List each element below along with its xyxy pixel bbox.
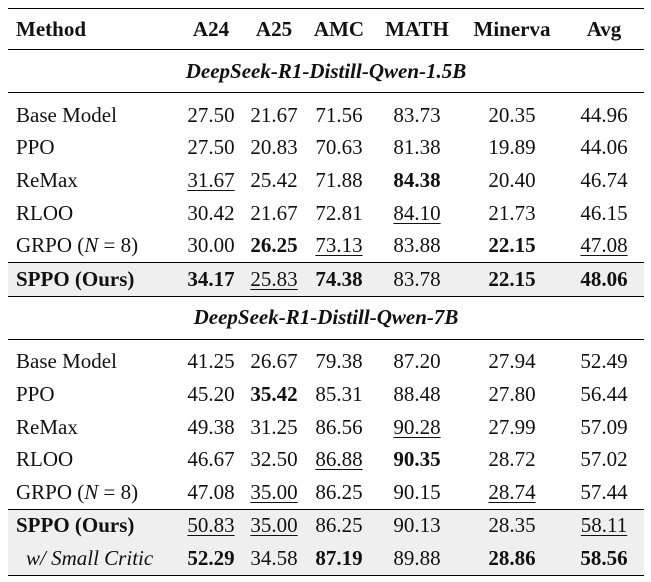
value-cell: 45.20 [187,381,235,406]
header-method: Method [8,9,178,50]
table-row [8,339,644,378]
method-cell: GRPO (N = 8) [16,233,139,258]
value-cell-wrap [564,443,644,476]
value-cell-wrap [460,378,564,411]
table-row [8,443,644,476]
value-cell: 71.56 [315,102,363,127]
value-cell: 56.44 [580,381,628,406]
value-cell-wrap [304,378,374,411]
value-cell: 88.48 [393,381,441,406]
value-cell: 83.78 [393,266,441,291]
header-col: MATH [374,9,460,50]
value-cell-wrap [244,132,304,165]
value-cell-wrap [244,542,304,575]
value-cell-wrap [178,132,244,165]
method-cell: Base Model [16,102,117,127]
value-cell-wrap [178,93,244,132]
method-cell: PPO [16,135,55,160]
value-cell: 35.42 [250,381,298,406]
value-cell: 71.88 [315,167,363,192]
value-cell: 84.10 [393,200,441,225]
value-cell: 87.20 [393,349,441,374]
value-cell-wrap [178,378,244,411]
value-cell-wrap [304,443,374,476]
value-cell: 58.11 [580,513,628,538]
value-cell: 21.67 [250,200,298,225]
method-cell: ReMax [16,167,78,192]
value-cell-wrap [244,229,304,262]
value-cell: 34.17 [187,266,235,291]
value-cell: 57.44 [580,479,628,504]
value-cell-wrap [374,164,460,197]
value-cell-wrap [244,262,304,296]
value-cell: 26.25 [250,233,298,258]
table-row [8,509,644,542]
value-cell-wrap [460,164,564,197]
value-cell: 21.73 [488,200,536,225]
value-cell: 57.09 [580,414,628,439]
value-cell-wrap [564,229,644,262]
value-cell-wrap [564,262,644,296]
header-col: AMC [304,9,374,50]
value-cell: 46.67 [187,447,235,472]
table-row [8,262,644,296]
value-cell: 41.25 [187,349,235,374]
value-cell-wrap [460,93,564,132]
value-cell: 58.56 [580,545,628,570]
value-cell: 27.94 [488,349,536,374]
value-cell: 86.56 [315,414,363,439]
value-cell: 32.50 [250,447,298,472]
header-col: Minerva [460,9,564,50]
value-cell-wrap [374,443,460,476]
value-cell-wrap [304,132,374,165]
value-cell: 90.35 [393,447,441,472]
value-cell: 86.25 [315,479,363,504]
value-cell: 30.00 [187,233,235,258]
value-cell: 35.00 [250,479,298,504]
method-cell: w/ Small Critic [8,542,178,575]
value-cell-wrap [374,132,460,165]
value-cell-wrap [304,93,374,132]
value-cell-wrap [304,411,374,444]
value-cell-wrap [564,93,644,132]
value-cell-wrap [304,164,374,197]
value-cell-wrap [460,509,564,542]
value-cell-wrap [374,262,460,296]
value-cell: 52.29 [187,545,235,570]
value-cell: 28.35 [488,513,536,538]
value-cell: 20.83 [250,135,298,160]
value-cell-wrap [178,197,244,230]
value-cell-wrap [374,378,460,411]
value-cell-wrap [178,339,244,378]
value-cell: 90.28 [393,414,441,439]
value-cell-wrap [244,93,304,132]
value-cell: 46.15 [580,200,628,225]
value-cell: 22.15 [488,266,536,291]
method-cell: PPO [16,381,55,406]
value-cell-wrap [178,229,244,262]
method-cell: RLOO [16,447,74,472]
value-cell-wrap [460,542,564,575]
value-cell-wrap [304,509,374,542]
value-cell: 84.38 [393,167,441,192]
value-cell: 31.67 [187,167,235,192]
value-cell: 34.58 [250,545,298,570]
value-cell-wrap [244,411,304,444]
value-cell: 73.13 [315,233,363,258]
value-cell-wrap [460,339,564,378]
value-cell-wrap [304,339,374,378]
value-cell-wrap [460,262,564,296]
header-col: Avg [564,9,644,50]
value-cell-wrap [374,411,460,444]
value-cell: 27.50 [187,135,235,160]
table-row [8,93,644,132]
value-cell-wrap [304,476,374,509]
value-cell: 27.50 [187,102,235,127]
value-cell: 20.35 [488,102,536,127]
value-cell-wrap [304,262,374,296]
value-cell: 48.06 [580,266,628,291]
value-cell: 86.25 [315,513,363,538]
value-cell-wrap [564,164,644,197]
method-cell: Base Model [16,349,117,374]
value-cell: 44.06 [580,135,628,160]
value-cell-wrap [244,509,304,542]
value-cell: 57.02 [580,447,628,472]
value-cell: 90.13 [393,513,441,538]
group-title-row [8,50,644,93]
value-cell-wrap [374,229,460,262]
value-cell-wrap [178,164,244,197]
value-cell-wrap [244,378,304,411]
method-cell: SPPO (Ours) [8,509,178,542]
value-cell-wrap [178,411,244,444]
value-cell: 28.86 [488,545,536,570]
value-cell-wrap [564,476,644,509]
value-cell: 70.63 [315,135,363,160]
value-cell: 83.73 [393,102,441,127]
value-cell-wrap [244,476,304,509]
method-cell: SPPO (Ours) [8,262,178,296]
value-cell: 47.08 [580,233,628,258]
value-cell: 25.83 [250,266,298,291]
value-cell: 81.38 [393,135,441,160]
value-cell: 72.81 [315,200,363,225]
method-cell: GRPO (N = 8) [16,479,139,504]
value-cell: 79.38 [315,349,363,374]
header-row [8,9,644,50]
value-cell: 74.38 [315,266,363,291]
value-cell: 28.74 [488,479,536,504]
value-cell-wrap [244,339,304,378]
value-cell: 27.99 [488,414,536,439]
value-cell: 22.15 [488,233,536,258]
value-cell-wrap [304,229,374,262]
group-title: DeepSeek-R1-Distill-Qwen-7B [8,296,644,339]
header-col: A24 [178,9,244,50]
value-cell: 47.08 [187,479,235,504]
value-cell: 28.72 [488,447,536,472]
value-cell: 20.40 [488,167,536,192]
value-cell: 31.25 [250,414,298,439]
value-cell-wrap [564,339,644,378]
value-cell-wrap [374,197,460,230]
value-cell: 50.83 [187,513,235,538]
method-cell: ReMax [16,414,78,439]
value-cell-wrap [564,378,644,411]
table-row [8,229,644,262]
value-cell-wrap [178,476,244,509]
value-cell-wrap [244,197,304,230]
value-cell: 46.74 [580,167,628,192]
value-cell: 52.49 [580,349,628,374]
value-cell-wrap [304,197,374,230]
results-table [8,8,644,576]
value-cell: 83.88 [393,233,441,258]
value-cell-wrap [460,411,564,444]
value-cell-wrap [564,411,644,444]
value-cell: 35.00 [250,513,298,538]
value-cell: 87.19 [315,545,363,570]
value-cell-wrap [564,197,644,230]
value-cell-wrap [178,542,244,575]
value-cell-wrap [460,229,564,262]
value-cell: 89.88 [393,545,441,570]
value-cell: 25.42 [250,167,298,192]
value-cell-wrap [460,197,564,230]
value-cell-wrap [178,509,244,542]
value-cell: 44.96 [580,102,628,127]
value-cell: 86.88 [315,447,363,472]
table-row [8,132,644,165]
value-cell: 30.42 [187,200,235,225]
group-title: DeepSeek-R1-Distill-Qwen-1.5B [8,50,644,93]
value-cell-wrap [178,262,244,296]
value-cell: 49.38 [187,414,235,439]
value-cell: 27.80 [488,381,536,406]
header-col: A25 [244,9,304,50]
value-cell-wrap [374,93,460,132]
value-cell-wrap [244,443,304,476]
table-row [8,411,644,444]
value-cell-wrap [460,132,564,165]
group-title-row [8,296,644,339]
table-row [8,476,644,509]
value-cell-wrap [244,164,304,197]
value-cell-wrap [564,542,644,575]
value-cell-wrap [374,509,460,542]
value-cell-wrap [564,132,644,165]
table-row [8,542,644,575]
value-cell: 21.67 [250,102,298,127]
table-row [8,197,644,230]
method-cell: RLOO [16,200,74,225]
value-cell-wrap [374,339,460,378]
value-cell: 85.31 [315,381,363,406]
table-row [8,164,644,197]
value-cell-wrap [374,542,460,575]
value-cell-wrap [178,443,244,476]
value-cell-wrap [304,542,374,575]
value-cell-wrap [374,476,460,509]
table-row [8,378,644,411]
value-cell: 26.67 [250,349,298,374]
value-cell-wrap [564,509,644,542]
value-cell-wrap [460,476,564,509]
value-cell: 90.15 [393,479,441,504]
value-cell: 19.89 [488,135,536,160]
value-cell-wrap [460,443,564,476]
